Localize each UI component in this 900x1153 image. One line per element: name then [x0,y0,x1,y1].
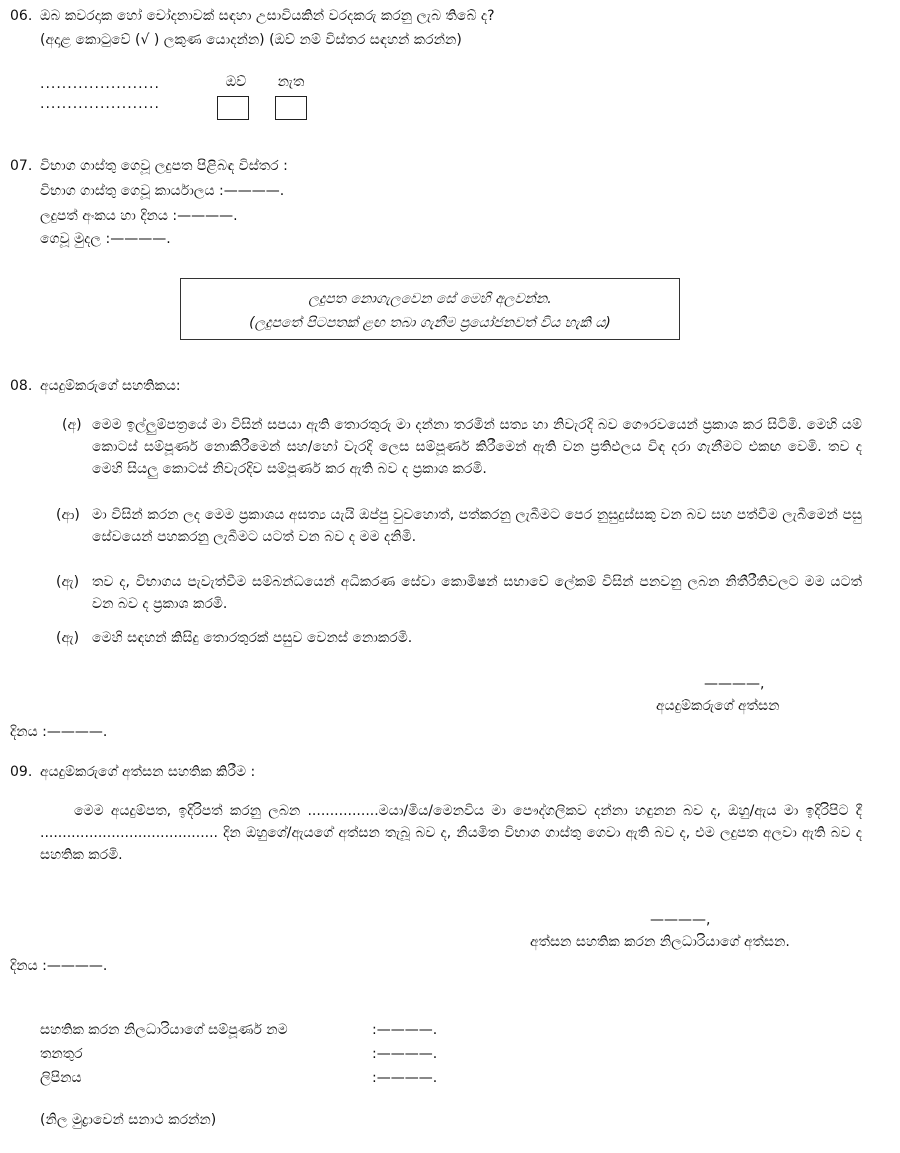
officer-full-name-label: සහතික කරන නිලධාරියාගේ සම්පූර්ණ නම [40,1022,288,1038]
officer-signature-line[interactable]: ————, [650,912,711,928]
clause-ae-label: (ඇ) [56,574,80,590]
clause-a-label: (අ) [62,417,82,433]
receipt-paste-instruction: ලදුපත නොගැලවෙන සේ මෙහි අලවන්න. [308,291,552,307]
receipt-copy-note: (ලදුපතේ පිටපතක් ළඟ තබා ගැනීම ප්‍රයෝජනවත් විය හැකි ය) [249,315,611,331]
section-08-number: 08. [10,378,33,394]
receipt-paste-box [180,278,680,340]
section-09-number: 09. [10,764,33,780]
officer-post-label: තනතුර [40,1046,83,1062]
amount-paid-field[interactable]: ගෙවූ මුදල :————. [40,231,171,247]
applicant-date-field[interactable]: දිනය :————. [10,724,108,740]
officer-post-field[interactable]: :————. [372,1046,438,1062]
details-dotted-line-2[interactable]: ...................... [40,96,160,112]
certification-paragraph: මෙම අයදුම්පත, ඉදිරිපත් කරනු ලබන ................මයා/මිය/මෙනවිය මා පෞද්ගලිකව දන්නා හඳුනන බව ද, ඔහු/ඇය මා ඉදිරිපිට දී ........................................ දින ඔහුගේ/ඇයගේ අත්සන තැබූ බව ද, නියමිත විභාග ගාස්තු ගෙවා ඇති බව ද, එම ලදුපත අලවා ඇති බව ද සහතික කරමි. [40,803,862,863]
clause-ae2-text: මෙහි සඳහන් කිසිදු තොරතුරක් පසුව වෙනස් නොකරමි. [92,630,413,646]
details-dotted-line-1[interactable]: ...................... [40,76,160,92]
section-08-title: අයදුම්කරුගේ සහතිකය: [40,378,181,394]
applicant-signature-line[interactable]: ————, [704,676,765,692]
payment-office-field[interactable]: විභාග ගාස්තු ගෙවූ කාර්යාලය :————. [40,183,285,199]
officer-address-label: ලිපිනය [40,1070,82,1086]
officer-signature-label: අත්සන සහතික කරන නිලධාරියාගේ අත්සන. [530,934,790,950]
clause-aa-text: මා විසින් කරන ලද මෙම ප්‍රකාශය අසත්‍ය යැයි ඔප්පු වුවහොත්, පත්කරනු ලැබීමට පෙර නුසුදුස්සකු වන බව සහ පත්වීම ලැබීමෙන් පසු සේවයෙන් පහකරනු ලැබීමට යටත් වන බව ද මම දනිමි. [92,507,862,545]
clause-ae2-label: (ඇ) [56,630,80,646]
section-06-question: ඔබ කවරදාක හෝ චෝදනාවක් සඳහා උසාවියකින් වරදකරු කරනු ලැබ තිබේ ද? [40,8,495,24]
receipt-number-date-field[interactable]: ලදුපත් අංකය හා දිනය :————. [40,208,238,224]
no-checkbox[interactable] [275,96,307,120]
section-06-instruction: (අදාළ කොටුවේ (√ ) ලකුණ යොදන්න) (ඔව් නම් විස්තර සඳහන් කරන්න) [40,32,462,48]
clause-aa-label: (ආ) [56,507,80,523]
section-07-title: විභාග ගාස්තු ගෙවූ ලදුපත පිළිබඳ විස්තර : [40,158,288,174]
official-seal-note: (නිල මුද්‍රාවෙන් සනාථ කරන්න) [40,1112,217,1128]
clause-a-text: මෙම ඉල්ලුම්පත්‍රයේ මා විසින් සපයා ඇති තොරතුරු මා දන්නා තරමින් සත්‍ය හා නිවැරදි බව ගෞරවයෙන් ප්‍රකාශ කර සිටිමි. මෙහි යම් කොටස් සම්පූර්ණ නොකිරීමෙන් සහ/හෝ වැරදි ලෙස සම්පූර්ණ කිරීමෙන් ඇති වන ප්‍රතිඵලය විඳ දරා ගැනීමට එකඟ වෙමි. තව ද මෙහි සියලු කොටස් නිවැරදිව සම්පූර්ණ කර ඇති බව ද ප්‍රකාශ කරමි. [92,417,862,477]
officer-date-field[interactable]: දිනය :————. [10,958,108,974]
no-label: නැත [277,74,305,90]
section-09-title: අයදුම්කරුගේ අත්සන සහතික කිරීම : [40,764,256,780]
yes-checkbox[interactable] [217,96,249,120]
officer-address-field[interactable]: :————. [372,1070,438,1086]
clause-ae-text: තව ද, විභාගය පැවැත්වීම සම්බන්ධයෙන් අධිකරණ සේවා කොමිෂන් සභාවේ ලේකම් විසින් පනවනු ලබන නිතීරීතිවලට මම යටත් වන බව ද ප්‍රකාශ කරමි. [92,574,862,612]
officer-full-name-field[interactable]: :————. [372,1022,438,1038]
section-06-number: 06. [10,8,33,24]
applicant-signature-label: අයදුම්කරුගේ අත්සන [656,698,780,714]
yes-label: ඔව් [225,74,247,90]
section-07-number: 07. [10,158,33,174]
